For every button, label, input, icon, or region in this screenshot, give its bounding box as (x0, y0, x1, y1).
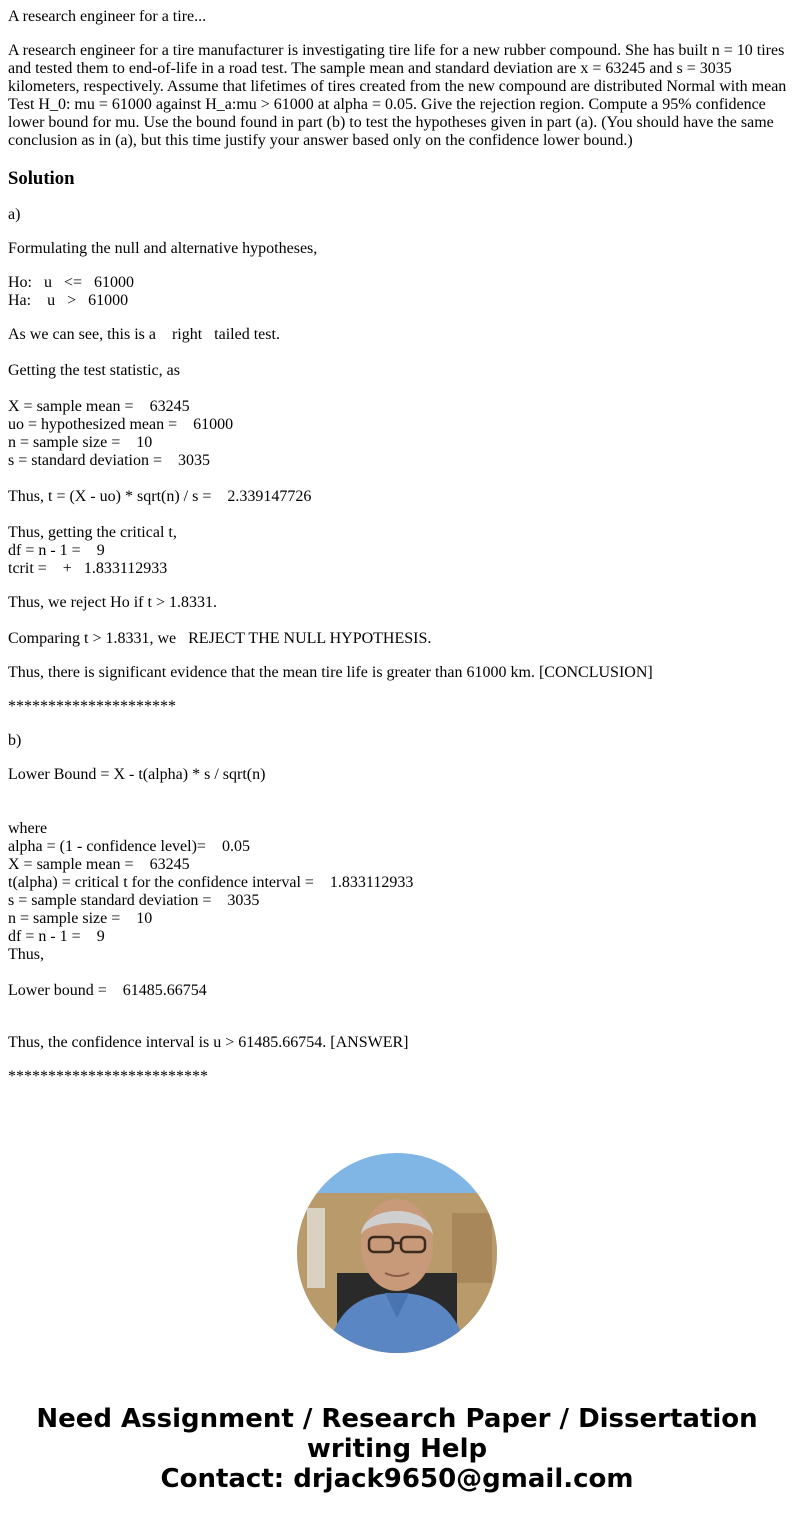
tcrit-line: tcrit = + 1.833112933 (8, 560, 168, 577)
promo-contact: Contact: drjack9650@gmail.com (160, 1464, 634, 1494)
lower-bound-formula: Lower Bound = X - t(alpha) * s / sqrt(n) (8, 766, 266, 783)
part-a-label: a) (8, 206, 21, 223)
sample-size-line: n = sample size = 10 (8, 434, 153, 451)
test-statistic-intro: Getting the test statistic, as (8, 362, 180, 379)
hypothesized-mean-line: uo = hypothesized mean = 61000 (8, 416, 234, 433)
df-line: df = n - 1 = 9 (8, 542, 105, 559)
sample-mean-line-b: X = sample mean = 63245 (8, 856, 190, 873)
sample-size-line-b: n = sample size = 10 (8, 910, 153, 927)
df-line-b: df = n - 1 = 9 (8, 928, 105, 945)
separator-b: ************************* (8, 1068, 208, 1085)
thus-label: Thus, (8, 946, 44, 963)
std-dev-line: s = standard deviation = 3035 (8, 452, 211, 469)
comparison-result: Comparing t > 1.8331, we REJECT THE NULL HYPOTHESIS. (8, 630, 432, 647)
std-dev-line-b: s = sample standard deviation = 3035 (8, 892, 260, 909)
alternative-hypothesis: Ha: u > 61000 (8, 292, 129, 309)
t-statistic-line: Thus, t = (X - uo) * sqrt(n) / s = 2.339147726 (8, 488, 312, 505)
reject-rule: Thus, we reject Ho if t > 1.8331. (8, 594, 217, 611)
promo-line-2: writing Help (306, 1434, 488, 1464)
promo-banner (0, 1404, 794, 1494)
sample-mean-line: X = sample mean = 63245 (8, 398, 190, 415)
author-portrait-icon (297, 1153, 497, 1353)
part-b-label: b) (8, 732, 22, 749)
hypotheses-intro: Formulating the null and alternative hypotheses, (8, 240, 318, 257)
where-label: where (8, 820, 48, 837)
question-short-title: A research engineer for a tire... (8, 8, 207, 25)
promo-line-1: Need Assignment / Research Paper / Dissertation (36, 1404, 758, 1434)
tail-statement: As we can see, this is a right tailed test. (8, 326, 280, 343)
solution-heading: Solution (8, 168, 75, 189)
question-text: A research engineer for a tire manufacturer is investigating tire life for a new rubber compound. She has built n = 10 tires and tested them to end-of-life in a road test. The sample mean and standard deviation are x = 63245 and s = 3035 kilometers, respectively. Assume that lifetimes of tires created from the new compound are distributed Normal with mean Test H_0: mu = 61000 against H_a:mu > 61000 at alpha = 0.05. Give the rejection region. Compute a 95% confidence lower bound for mu. Use the bound found in part (b) to test the hypotheses given in part (a). (You should have the same conclusion as in (a), but this time justify your answer based only on the confidence lower bound.) (8, 42, 791, 149)
critical-t-intro: Thus, getting the critical t, (8, 524, 177, 541)
alpha-line: alpha = (1 - confidence level)= 0.05 (8, 838, 250, 855)
t-alpha-line: t(alpha) = critical t for the confidence interval = 1.833112933 (8, 874, 414, 891)
author-avatar (297, 1153, 497, 1353)
document-body (8, 0, 791, 1086)
null-hypothesis: Ho: u <= 61000 (8, 274, 135, 291)
answer-b: Thus, the confidence interval is u > 61485.66754. [ANSWER] (8, 1034, 409, 1051)
separator-a: ********************* (8, 698, 176, 715)
conclusion-a: Thus, there is significant evidence that the mean tire life is greater than 61000 km. [CONCLUSION] (8, 664, 653, 681)
lower-bound-value: Lower bound = 61485.66754 (8, 982, 207, 999)
